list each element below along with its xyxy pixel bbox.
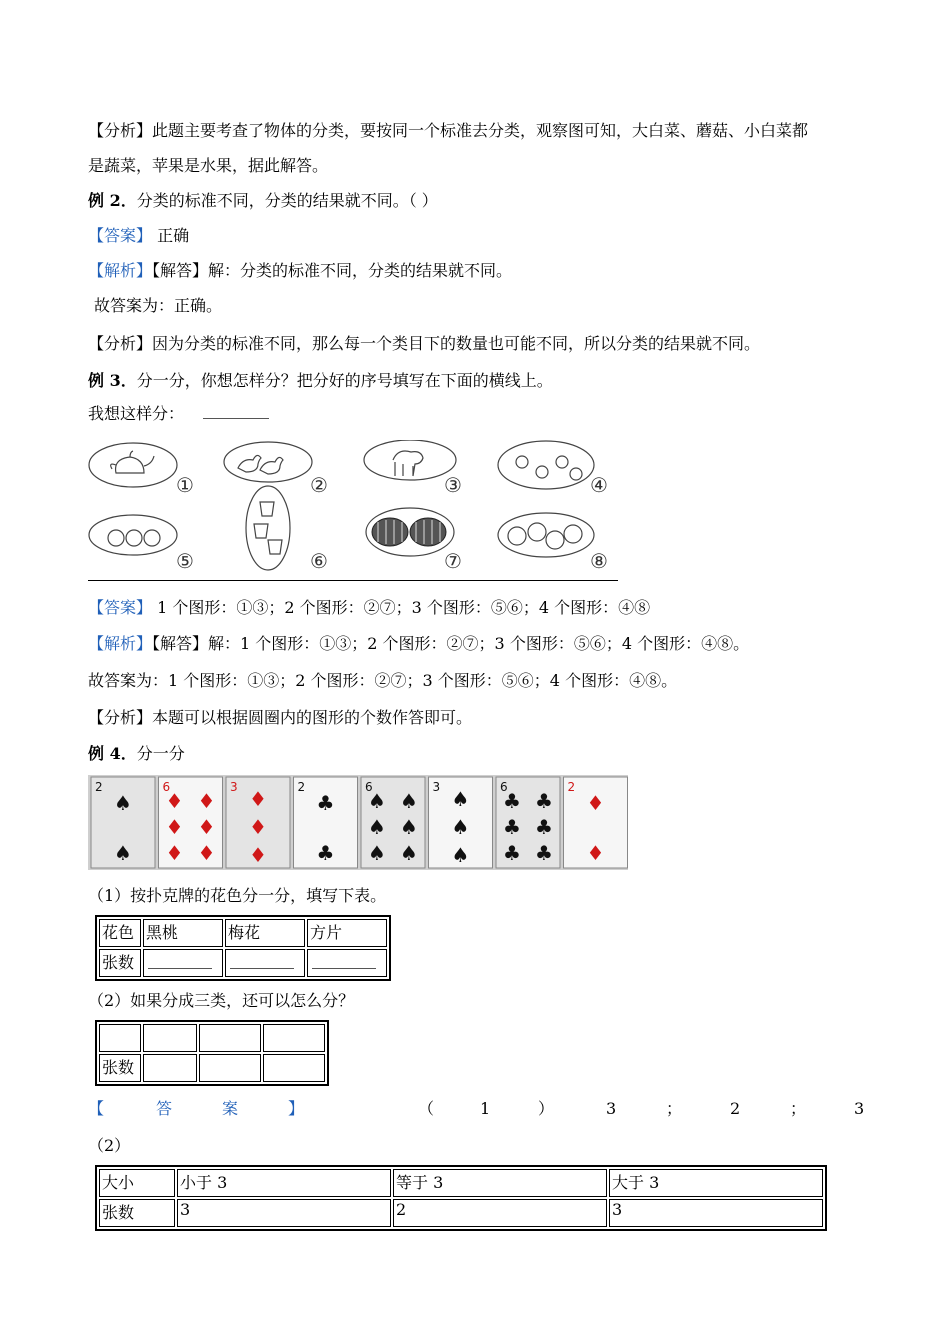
card-suit-icon: ♦	[197, 841, 216, 865]
question-text: 分一分，你想怎样分？把分好的序号填写在下面的横线上。	[136, 371, 553, 390]
example-2-jiexi	[88, 260, 512, 282]
answer-tag-char: 】	[288, 1099, 305, 1118]
example-2-analysis: 【分析】因为分类的标准不同，那么每一个类目下的数量也可能不同，所以分类的结果就不同。	[88, 334, 761, 353]
card-suit-icon: ♠	[400, 789, 418, 813]
teapot-icon	[111, 451, 154, 473]
playing-card	[159, 777, 223, 868]
answer-char: 3	[606, 1099, 617, 1118]
number-1: ①	[176, 473, 194, 497]
row-label: 张数	[99, 1054, 141, 1082]
card-suit-icon: ♣	[503, 789, 521, 813]
card-suit-icon: ♣	[316, 791, 335, 815]
prompt-text: 我想这样分：	[88, 404, 185, 423]
table-header: 大于 3	[609, 1169, 823, 1197]
number-3: ③	[444, 473, 462, 497]
answer-cell[interactable]	[307, 949, 387, 977]
playing-card	[496, 777, 560, 868]
answer-char: 2	[730, 1099, 741, 1118]
example-3-analysis: 【分析】本题可以根据圆圈内的图形的个数作答即可。	[88, 708, 473, 727]
three-class-table	[95, 1020, 329, 1086]
jiexi-text: 【解答】解：1 个图形：①③；2 个图形：②⑦；3 个图形：⑤⑥；4 个图形：④⑧。	[152, 634, 750, 653]
card-suit-icon: ♣	[503, 841, 521, 865]
answer-char: ；	[666, 1099, 683, 1118]
table-cell: 3	[609, 1199, 823, 1227]
card-rank: 6	[365, 780, 373, 794]
row-label: 张数	[99, 949, 141, 977]
card-suit-icon: ♣	[535, 815, 553, 839]
example-2-conclusion: 故答案为：正确。	[94, 296, 223, 315]
answer-char: ；	[790, 1099, 807, 1118]
jiexi-tag: 【解析】	[88, 634, 153, 653]
playing-card	[564, 777, 628, 868]
card-suit-icon: ♦	[165, 815, 184, 839]
card-suit-icon: ♠	[451, 843, 470, 867]
table-header: 大小	[99, 1169, 175, 1197]
table-header: 等于 3	[393, 1169, 607, 1197]
oval-1	[89, 443, 177, 487]
card-suit-icon: ♠	[451, 787, 470, 811]
table-header: 小于 3	[177, 1169, 391, 1197]
oval-4	[498, 441, 594, 489]
card-suit-icon: ♦	[165, 789, 184, 813]
card-suit-icon: ♦	[586, 841, 605, 865]
playing-card	[226, 777, 290, 868]
part-2-label: （2）	[88, 1136, 131, 1155]
answer-tag-char: 案	[222, 1099, 239, 1118]
number-2: ②	[310, 473, 328, 497]
table-header: 方片	[307, 919, 387, 947]
card-rank: 6	[162, 780, 171, 794]
question-text: 分一分	[136, 744, 185, 763]
jiexi-text: 【解答】解：分类的标准不同，分类的结果就不同。	[152, 261, 513, 280]
answer-blank[interactable]	[203, 404, 269, 419]
table-header: 梅花	[225, 919, 305, 947]
card-suit-icon: ♠	[368, 815, 386, 839]
ducks-icon	[238, 455, 283, 474]
card-suit-icon: ♠	[368, 841, 386, 865]
answer-tag-char: 答	[156, 1099, 173, 1118]
card-suit-icon: ♠	[400, 815, 418, 839]
divider	[88, 580, 618, 581]
playing-cards-figure	[88, 775, 628, 870]
card-suit-icon: ♦	[165, 841, 184, 865]
example-label: 例 4．	[88, 744, 137, 763]
example-4-q1: （1）按扑克牌的花色分一分，填写下表。	[88, 886, 387, 905]
table-cell[interactable]	[99, 1024, 141, 1052]
answer-char: 3	[854, 1099, 865, 1118]
table-cell[interactable]	[199, 1024, 261, 1052]
card-suit-icon: ♣	[503, 815, 521, 839]
example-label: 例 2．	[88, 191, 137, 210]
table-cell[interactable]	[143, 1054, 197, 1082]
number-8: ⑧	[590, 549, 608, 573]
example-2-question	[88, 190, 438, 212]
card-rank: 3	[432, 780, 441, 794]
card-suit-icon: ♠	[368, 789, 386, 813]
table-cell[interactable]	[263, 1054, 325, 1082]
dog-icon	[393, 451, 423, 476]
oval-5	[89, 515, 177, 555]
peaches-icon	[108, 530, 160, 546]
card-suit-icon: ♦	[249, 787, 267, 811]
row-label: 张数	[99, 1199, 175, 1227]
example-3-jiexi	[88, 633, 749, 655]
card-suit-icon: ♣	[535, 789, 553, 813]
card-rank: 2	[95, 780, 103, 794]
card-suit-icon: ♦	[197, 815, 216, 839]
analysis-paragraph-line2: 是蔬菜，苹果是水果，据此解答。	[88, 156, 329, 175]
grouped-objects-figure	[88, 440, 628, 575]
table-cell[interactable]	[199, 1054, 261, 1082]
answer-cell[interactable]	[225, 949, 305, 977]
answer-char: （	[418, 1099, 435, 1118]
table-cell: 3	[177, 1199, 391, 1227]
example-label: 例 3．	[88, 371, 137, 390]
example-4-q2: （2）如果分成三类，还可以怎么分？	[88, 991, 355, 1010]
example-3-answer	[88, 597, 650, 619]
card-suit-icon: ♠	[400, 841, 418, 865]
answer-char: 1	[480, 1099, 491, 1118]
card-suit-icon: ♦	[586, 791, 605, 815]
card-suit-icon: ♦	[197, 789, 216, 813]
answer-tag-char: 【	[88, 1099, 105, 1118]
card-suit-icon: ♠	[114, 841, 132, 865]
number-5: ⑤	[176, 549, 194, 573]
playing-card	[91, 777, 155, 868]
example-3-prompt	[88, 403, 269, 425]
answer-tag: 【答案】	[88, 226, 153, 245]
example-4-question	[88, 743, 185, 765]
example-3-question	[88, 370, 553, 392]
example-2-answer	[88, 225, 189, 247]
answer-text: 1 个图形：①③；2 个图形：②⑦；3 个图形：⑤⑥；4 个图形：④⑧	[152, 598, 651, 617]
chicks-icon	[516, 456, 582, 480]
card-suit-icon: ♦	[249, 815, 267, 839]
playing-card	[361, 777, 425, 868]
suit-table	[95, 915, 391, 981]
card-suit-icon: ♠	[451, 815, 470, 839]
number-6: ⑥	[310, 549, 328, 573]
card-rank: 2	[567, 780, 576, 794]
answer-text: 正确	[152, 226, 190, 245]
analysis-paragraph-line1: 【分析】此题主要考查了物体的分类，要按同一个标准去分类，观察图可知，大白菜、蘑菇、小白菜都	[88, 121, 809, 140]
table-cell: 2	[393, 1199, 607, 1227]
cups-icon	[254, 502, 282, 554]
card-suit-icon: ♣	[316, 841, 335, 865]
playing-card	[429, 777, 493, 868]
number-4: ④	[590, 473, 608, 497]
question-text: 分类的标准不同，分类的结果就不同。（ ）	[136, 191, 438, 210]
card-rank: 2	[297, 780, 306, 794]
card-rank: 3	[230, 780, 238, 794]
oval-3	[364, 440, 456, 480]
card-suit-icon: ♣	[535, 841, 553, 865]
example-3-conclusion: 故答案为：1 个图形：①③；2 个图形：②⑦；3 个图形：⑤⑥；4 个图形：④⑧。	[88, 671, 678, 690]
answer-cell[interactable]	[143, 949, 223, 977]
table-header: 黑桃	[143, 919, 223, 947]
oranges-icon	[508, 523, 582, 549]
playing-card	[294, 777, 358, 868]
table-header: 花色	[99, 919, 141, 947]
answer-tag: 【答案】	[88, 598, 153, 617]
table-cell[interactable]	[143, 1024, 197, 1052]
jiexi-tag: 【解析】	[88, 261, 153, 280]
size-table	[95, 1165, 827, 1231]
watermelons-icon	[372, 518, 446, 546]
card-suit-icon: ♠	[114, 791, 132, 815]
number-7: ⑦	[444, 549, 462, 573]
table-cell[interactable]	[263, 1024, 325, 1052]
card-rank: 6	[500, 780, 508, 794]
answer-char: ）	[538, 1099, 555, 1118]
card-suit-icon: ♦	[249, 843, 267, 867]
